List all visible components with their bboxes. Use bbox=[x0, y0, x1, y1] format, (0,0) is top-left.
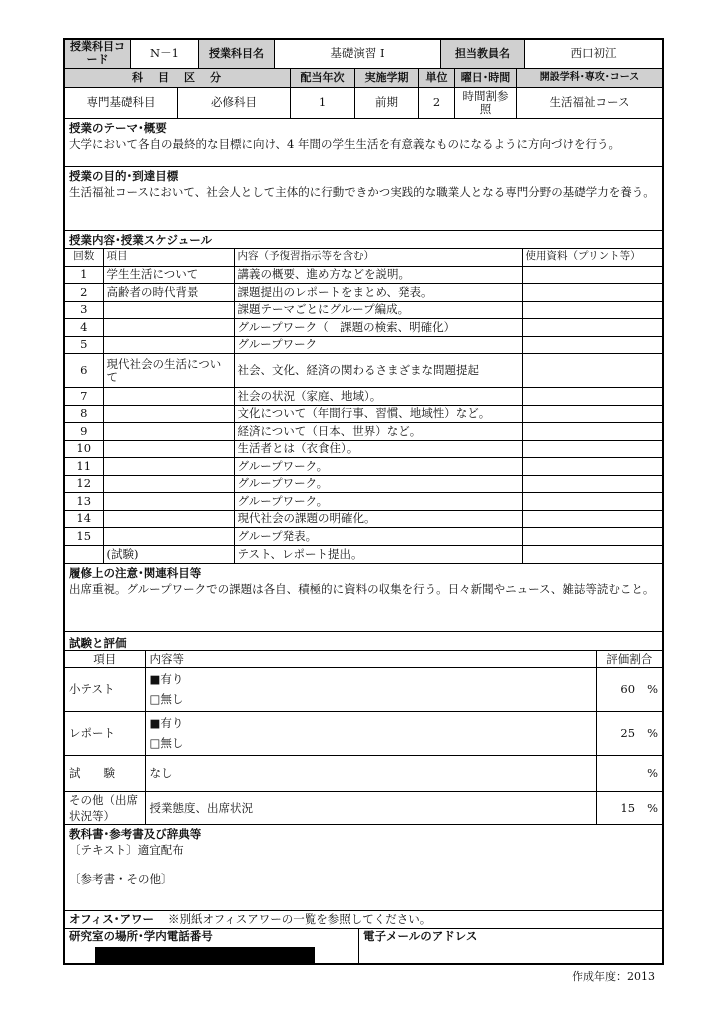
schedule-row bbox=[65, 528, 662, 546]
schedule-row-content: グループワーク。 bbox=[234, 493, 522, 511]
info-header-row bbox=[65, 69, 662, 88]
schedule-row-content: 文化について（年間行事、習慣、地域性）など。 bbox=[234, 405, 522, 423]
schedule-row-item bbox=[103, 510, 234, 528]
schedule-row-no: 14 bbox=[65, 510, 103, 528]
schedule-col-no: 回数 bbox=[65, 249, 103, 267]
schedule-row-material bbox=[522, 475, 662, 493]
room-label: 研究室の場所･学内電話番号 bbox=[69, 928, 213, 943]
evaluation-row-content bbox=[145, 711, 596, 755]
evaluation-header-row bbox=[65, 650, 662, 667]
schedule-row-material bbox=[522, 266, 662, 284]
goal-title: 授業の目的･到達目標 bbox=[69, 169, 179, 183]
evaluation-row-line2: □無し bbox=[149, 692, 184, 706]
schedule-row-item bbox=[103, 528, 234, 546]
schedule-row-content: 生活者とは（衣食住）。 bbox=[234, 440, 522, 458]
evaluation-row bbox=[65, 667, 662, 711]
textbooks-reference: 〔参考書・その他〕 bbox=[69, 871, 173, 886]
schedule-row-no: 12 bbox=[65, 475, 103, 493]
code-value: N－1 bbox=[131, 40, 199, 68]
schedule-row-content: テスト、レポート提出。 bbox=[234, 545, 522, 563]
schedule-row-content: グループワーク bbox=[234, 336, 522, 354]
category2-value: 必修科目 bbox=[178, 88, 291, 118]
schedule-row bbox=[65, 301, 662, 319]
evaluation-row-item: その他（出席状況等） bbox=[65, 791, 145, 824]
schedule-row-material bbox=[522, 440, 662, 458]
teacher-value: 西口初江 bbox=[570, 46, 617, 61]
email-label: 電子メールのアドレス bbox=[363, 928, 478, 943]
schedule-row-item bbox=[103, 440, 234, 458]
schedule-row-item bbox=[103, 458, 234, 476]
schedule-row-content: グループワーク。 bbox=[234, 475, 522, 493]
schedule-row-item: 高齢者の時代背景 bbox=[103, 284, 234, 302]
schedule-row bbox=[65, 423, 662, 441]
evaluation-row-content bbox=[145, 755, 596, 791]
evaluation-row-unit: % bbox=[647, 682, 658, 696]
schedule-row-item bbox=[103, 493, 234, 511]
goal-section bbox=[65, 167, 662, 231]
schedule-row-no: 11 bbox=[65, 458, 103, 476]
evaluation-row-item: 試 験 bbox=[65, 755, 145, 791]
notes-title: 履修上の注意･関連科目等 bbox=[69, 565, 202, 580]
schedule-row bbox=[65, 475, 662, 493]
schedule-body bbox=[65, 266, 662, 563]
schedule-row-content: 現代社会の課題の明確化。 bbox=[234, 510, 522, 528]
schedule-row-material bbox=[522, 458, 662, 476]
schedule-row-no: 2 bbox=[65, 284, 103, 302]
schedule-section bbox=[65, 231, 662, 564]
notes-section bbox=[65, 564, 662, 632]
schedule-row-item bbox=[103, 405, 234, 423]
schedule-row-material bbox=[522, 405, 662, 423]
schedule-row bbox=[65, 493, 662, 511]
schedule-header-row bbox=[65, 249, 662, 267]
semester-value: 前期 bbox=[355, 88, 419, 118]
category-header: 科 目 区 分 bbox=[65, 69, 291, 87]
evaluation-row-ratio bbox=[596, 711, 662, 755]
schedule-row-no: 4 bbox=[65, 319, 103, 337]
evaluation-col-ratio: 評価割合 bbox=[596, 650, 662, 667]
schedule-row bbox=[65, 405, 662, 423]
schedule-col-content: 内容（予復習指示等を含む） bbox=[234, 249, 522, 267]
schedule-row-no: 10 bbox=[65, 440, 103, 458]
schedule-row-no: 1 bbox=[65, 266, 103, 284]
credits-value: 2 bbox=[419, 88, 455, 118]
evaluation-row-line2: なし bbox=[149, 766, 173, 780]
schedule-row bbox=[65, 284, 662, 302]
schedule-row-no: 8 bbox=[65, 405, 103, 423]
schedule-row-no: 3 bbox=[65, 301, 103, 319]
schedule-row-material bbox=[522, 388, 662, 406]
email-cell bbox=[359, 929, 662, 963]
schedule-col-item: 項目 bbox=[103, 249, 234, 267]
evaluation-row-content bbox=[145, 667, 596, 711]
schedule-row-material bbox=[522, 510, 662, 528]
schedule-row bbox=[65, 545, 662, 563]
evaluation-row-ratio bbox=[596, 755, 662, 791]
evaluation-row-line1: ■有り bbox=[149, 716, 184, 730]
schedule-row bbox=[65, 354, 662, 388]
subject-label: 授業科目名 bbox=[199, 40, 275, 68]
schedule-row-content: 講義の概要、進め方などを説明。 bbox=[234, 266, 522, 284]
evaluation-row-unit: % bbox=[647, 726, 658, 740]
schedule-row-item: 現代社会の生活について bbox=[103, 354, 234, 388]
textbooks-text: 〔テキスト〕適宜配布 bbox=[69, 842, 184, 857]
schedule-row-content: 社会、文化、経済の関わるさまざまな問題提起 bbox=[234, 354, 522, 388]
schedule-row-no: 9 bbox=[65, 423, 103, 441]
evaluation-row-line2: □無し bbox=[149, 736, 184, 750]
evaluation-row-line1: ■有り bbox=[149, 672, 184, 686]
schedule-row-material bbox=[522, 354, 662, 388]
schedule-row-no: 5 bbox=[65, 336, 103, 354]
creation-year: 作成年度：2013 bbox=[572, 970, 655, 983]
schedule-row-no bbox=[65, 545, 103, 563]
daytime-value: 時間割参照 bbox=[455, 88, 517, 118]
office-section bbox=[65, 911, 662, 929]
schedule-row bbox=[65, 510, 662, 528]
schedule-row-no: 7 bbox=[65, 388, 103, 406]
schedule-row bbox=[65, 336, 662, 354]
schedule-row-item: 学生生活について bbox=[103, 266, 234, 284]
evaluation-row-unit: % bbox=[647, 800, 658, 815]
schedule-row-material bbox=[522, 493, 662, 511]
teacher-label: 担当教員名 bbox=[441, 40, 525, 68]
goal-body: 生活福祉コースにおいて、社会人として主体的に行動できかつ実践的な職業人となる専門分野の基礎学力を養う。 bbox=[69, 185, 655, 199]
schedule-row-no: 13 bbox=[65, 493, 103, 511]
schedule-row-item bbox=[103, 423, 234, 441]
evaluation-row bbox=[65, 711, 662, 755]
semester-header: 実施学期 bbox=[355, 69, 419, 87]
course-header: 開設学科･専攻･コース bbox=[517, 69, 662, 87]
evaluation-title: 試験と評価 bbox=[69, 635, 127, 650]
evaluation-row-value: 60 bbox=[620, 682, 636, 696]
notes-body: 出席重視。グループワークでの課題は各自、積極的に資料の収集を行う。日々新聞やニュース、雑誌等読むこと。 bbox=[69, 581, 655, 596]
theme-title: 授業のテーマ･概要 bbox=[69, 121, 167, 135]
schedule-row-material bbox=[522, 423, 662, 441]
schedule-row-content: グループワーク。 bbox=[234, 458, 522, 476]
evaluation-row-line1: 授業態度、出席状況 bbox=[149, 800, 253, 815]
evaluation-table bbox=[65, 650, 662, 824]
schedule-row-content: 経済について（日本、世界）など。 bbox=[234, 423, 522, 441]
schedule-row-content: 課題テーマごとにグループ編成。 bbox=[234, 301, 522, 319]
textbooks-title: 教科書･参考書及び辞典等 bbox=[69, 826, 202, 841]
schedule-row-content: グループ発表。 bbox=[234, 528, 522, 546]
schedule-table bbox=[65, 248, 662, 563]
schedule-row-material bbox=[522, 336, 662, 354]
schedule-row bbox=[65, 440, 662, 458]
subject-value: 基礎演習 I bbox=[275, 40, 441, 68]
schedule-title: 授業内容･授業スケジュール bbox=[69, 233, 213, 247]
schedule-row-material bbox=[522, 319, 662, 337]
schedule-row-item bbox=[103, 319, 234, 337]
schedule-row-material bbox=[522, 301, 662, 319]
textbooks-section bbox=[65, 825, 662, 911]
info-value-row bbox=[65, 88, 662, 119]
evaluation-row-ratio bbox=[596, 667, 662, 711]
evaluation-row bbox=[65, 791, 662, 824]
evaluation-row-item: レポート bbox=[65, 711, 145, 755]
year-value: 1 bbox=[291, 88, 355, 118]
code-label: 授業科目コード bbox=[65, 40, 131, 68]
credits-header: 単位 bbox=[419, 69, 455, 87]
year-header: 配当年次 bbox=[291, 69, 355, 87]
evaluation-row-unit: % bbox=[647, 766, 658, 780]
evaluation-row-value: 25 bbox=[620, 726, 636, 740]
course-value: 生活福祉コース bbox=[549, 95, 630, 110]
schedule-row-content: 社会の状況（家庭、地域）。 bbox=[234, 388, 522, 406]
evaluation-row-item: 小テスト bbox=[65, 667, 145, 711]
theme-body: 大学において各自の最終的な目標に向け、4 年間の学生生活を有意義なものになるように方向づけを行う。 bbox=[69, 137, 621, 151]
schedule-row-no: 15 bbox=[65, 528, 103, 546]
evaluation-col-content: 内容等 bbox=[145, 650, 596, 667]
schedule-row-item: (試験) bbox=[103, 545, 234, 563]
evaluation-row bbox=[65, 755, 662, 791]
schedule-row-material bbox=[522, 545, 662, 563]
daytime-header: 曜日･時間 bbox=[455, 69, 517, 87]
schedule-row bbox=[65, 388, 662, 406]
schedule-row bbox=[65, 319, 662, 337]
schedule-col-material: 使用資料（プリント等） bbox=[522, 249, 662, 267]
theme-section bbox=[65, 119, 662, 167]
evaluation-row-value: 15 bbox=[620, 800, 636, 815]
category1-value: 専門基礎科目 bbox=[65, 88, 178, 118]
schedule-row bbox=[65, 458, 662, 476]
schedule-row-content: 課題提出のレポートをまとめ、発表。 bbox=[234, 284, 522, 302]
schedule-row-no: 6 bbox=[65, 354, 103, 388]
schedule-row-material bbox=[522, 528, 662, 546]
schedule-row-item bbox=[103, 301, 234, 319]
evaluation-body bbox=[65, 667, 662, 824]
schedule-row-item bbox=[103, 336, 234, 354]
schedule-row-item bbox=[103, 475, 234, 493]
redacted-phone-bar bbox=[95, 947, 315, 964]
schedule-row-material bbox=[522, 284, 662, 302]
schedule-row-content: グループワーク（ 課題の検索、明確化） bbox=[234, 319, 522, 337]
office-body: ※別紙オフィスアワーの一覧を参照してください。 bbox=[167, 912, 432, 926]
syllabus-sheet bbox=[63, 38, 664, 965]
schedule-row-item bbox=[103, 388, 234, 406]
evaluation-section bbox=[65, 632, 662, 825]
evaluation-row-content bbox=[145, 791, 596, 824]
office-title: オフィス･アワー bbox=[69, 912, 154, 926]
header-row bbox=[65, 40, 662, 69]
schedule-row bbox=[65, 266, 662, 284]
evaluation-col-item: 項目 bbox=[65, 650, 145, 667]
evaluation-row-ratio bbox=[596, 791, 662, 824]
